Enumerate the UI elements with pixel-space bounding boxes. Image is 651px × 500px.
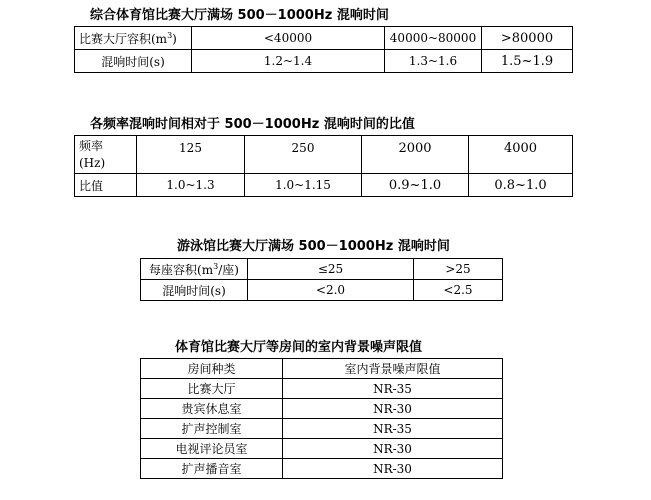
table-cell: 250	[245, 136, 362, 174]
table-cell: 125	[137, 136, 245, 174]
header-cell: 房间种类	[141, 359, 283, 379]
table-row	[141, 259, 503, 280]
table-cell: NR-35	[283, 419, 503, 439]
table4-title: 体育馆比赛大厅等房间的室内背景噪声限值	[175, 340, 423, 355]
table-row	[75, 136, 573, 174]
table3-title: 游泳馆比赛大厅满场 500－1000Hz 混响时间	[177, 239, 450, 254]
table-cell: <40000	[192, 27, 385, 50]
table-cell: 1.2~1.4	[192, 50, 385, 73]
table-cell: 2000	[362, 136, 469, 174]
table-cell: NR-30	[283, 459, 503, 479]
frequency-ratio-table	[74, 135, 573, 197]
table-row	[75, 27, 573, 50]
table2-title: 各频率混响时间相对于 500－1000Hz 混响时间的比值	[90, 117, 415, 132]
table-cell: 40000~80000	[385, 27, 482, 50]
table-cell: 0.8~1.0	[469, 174, 573, 197]
table-row	[141, 439, 503, 459]
table-cell: NR-35	[283, 379, 503, 399]
table1-title: 综合体育馆比赛大厅满场 500－1000Hz 混响时间	[90, 8, 389, 23]
frequency-label-cell	[75, 136, 137, 174]
table-row	[141, 419, 503, 439]
reverberation-table-swimming	[140, 258, 503, 301]
cell-text: (Hz)	[79, 155, 106, 170]
table-header-row	[141, 359, 503, 379]
header-cell: 室内背景噪声限值	[283, 359, 503, 379]
table-cell: 扩声播音室	[141, 459, 283, 479]
table-row	[75, 50, 573, 73]
table-cell: 1.3~1.6	[385, 50, 482, 73]
seat-volume-label-cell	[141, 259, 248, 280]
table-row	[141, 399, 503, 419]
table-row	[141, 280, 503, 301]
table-cell: 4000	[469, 136, 573, 174]
table-cell: 混响时间(s)	[141, 280, 248, 301]
table-cell: 扩声控制室	[141, 419, 283, 439]
table-cell: 贵宾休息室	[141, 399, 283, 419]
table-cell: 比赛大厅	[141, 379, 283, 399]
table-cell: NR-30	[283, 399, 503, 419]
cell-text: /座)	[218, 262, 239, 277]
table-cell: 0.9~1.0	[362, 174, 469, 197]
table-cell: <2.0	[248, 280, 414, 301]
table-cell: 混响时间(s)	[75, 50, 192, 73]
table-cell: 电视评论员室	[141, 439, 283, 459]
cell-text: 比赛大厅容积(m	[79, 31, 168, 46]
table-row	[75, 174, 573, 197]
table-cell: >25	[414, 259, 503, 280]
cell-text: 每座容积(m	[149, 262, 214, 277]
table-cell: <2.5	[414, 280, 503, 301]
cell-text: 频率	[79, 138, 104, 153]
table-cell: ≤25	[248, 259, 414, 280]
background-noise-table	[140, 358, 503, 479]
table-cell: 1.0~1.3	[137, 174, 245, 197]
table-row	[141, 459, 503, 479]
table-row	[141, 379, 503, 399]
table-cell: 比值	[75, 174, 137, 197]
table-cell: 1.5~1.9	[482, 50, 573, 73]
table-cell: 1.0~1.15	[245, 174, 362, 197]
superscript: 3	[213, 261, 219, 271]
volume-label-cell	[75, 27, 192, 50]
superscript: 3	[167, 30, 173, 40]
reverberation-table-stadium	[74, 26, 573, 73]
cell-text: )	[172, 31, 177, 46]
table-cell: NR-30	[283, 439, 503, 459]
table-cell: >80000	[482, 27, 573, 50]
